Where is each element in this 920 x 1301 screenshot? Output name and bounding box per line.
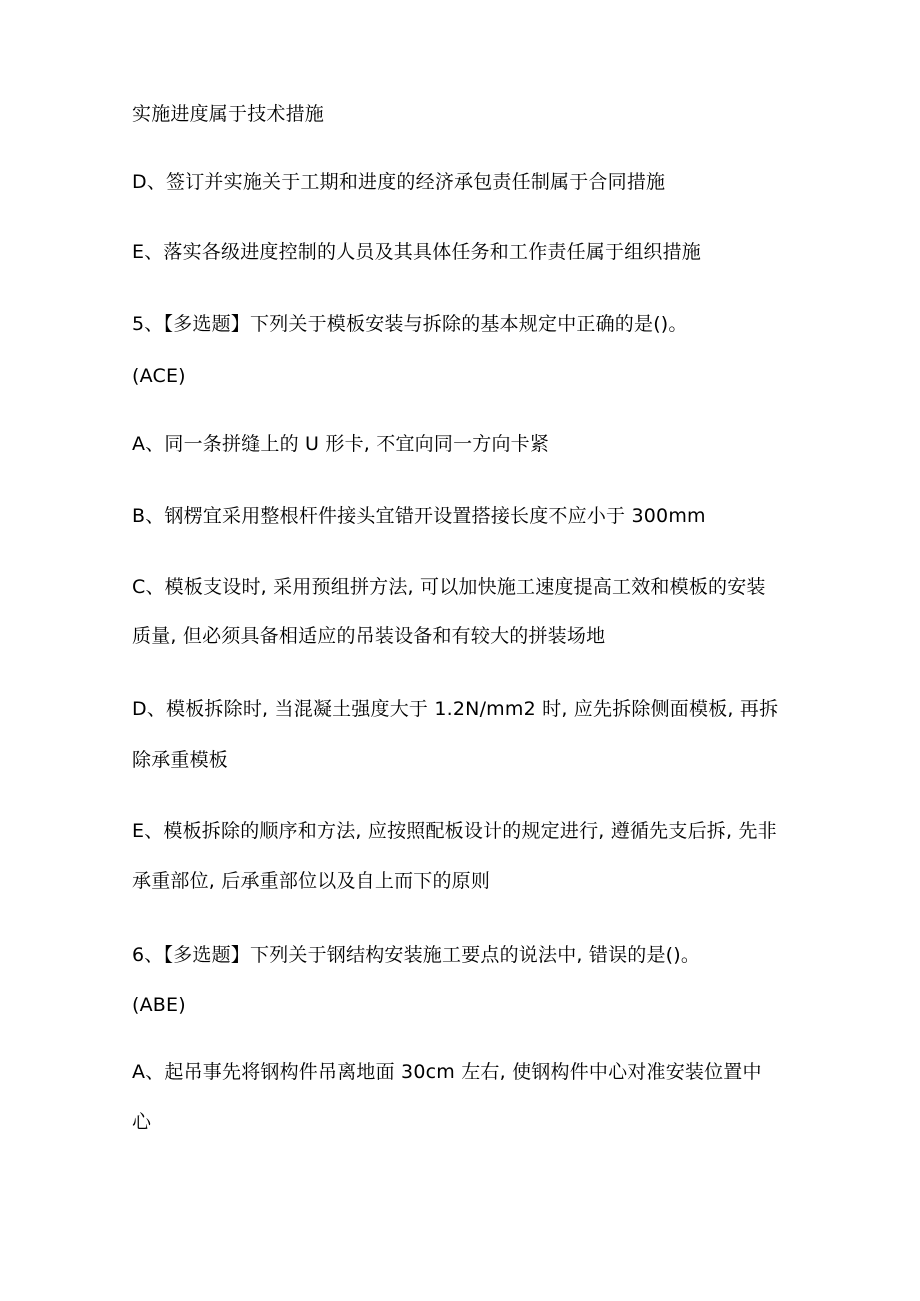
question-5-option-b: B、钢楞宜采用整根杆件接头宜错开设置搭接长度不应小于 300mm: [132, 505, 706, 527]
text-line-tech-measures: 实施进度属于技术措施: [132, 103, 325, 125]
question-6-title: 6、【多选题】下列关于钢结构安装施工要点的说法中, 错误的是()。: [132, 944, 701, 966]
question-5-answer: (ACE): [132, 365, 186, 387]
question-5-option-a: A、同一条拼缝上的 U 形卡, 不宜向同一方向卡紧: [132, 433, 550, 455]
question-6-answer: (ABE): [132, 994, 186, 1016]
option-d-contract-measures: D、签订并实施关于工期和进度的经济承包责任制属于合同措施: [132, 171, 666, 193]
question-5-option-c-line-1: C、模板支设时, 采用预组拼方法, 可以加快施工速度提高工效和模板的安装: [132, 576, 766, 598]
question-6-option-a-line-2: 心: [132, 1111, 152, 1133]
question-5-option-d-line-2: 除承重模板: [132, 749, 229, 771]
question-5-option-d-line-1: D、模板拆除时, 当混凝土强度大于 1.2N/mm2 时, 应先拆除侧面模板, 再拆: [132, 698, 779, 720]
option-e-organization-measures: E、落实各级进度控制的人员及其具体任务和工作责任属于组织措施: [132, 241, 702, 263]
question-5-option-c-line-2: 质量, 但必须具备相适应的吊装设备和有较大的拼装场地: [132, 625, 606, 647]
question-5-title: 5、【多选题】下列关于模板安装与拆除的基本规定中正确的是()。: [132, 313, 688, 335]
question-5-option-e-line-1: E、模板拆除的顺序和方法, 应按照配板设计的规定进行, 遵循先支后拆, 先非: [132, 820, 777, 842]
question-5-option-e-line-2: 承重部位, 后承重部位以及自上而下的原则: [132, 870, 491, 892]
question-6-option-a-line-1: A、起吊事先将钢构件吊离地面 30cm 左右, 使钢构件中心对准安装位置中: [132, 1061, 762, 1083]
